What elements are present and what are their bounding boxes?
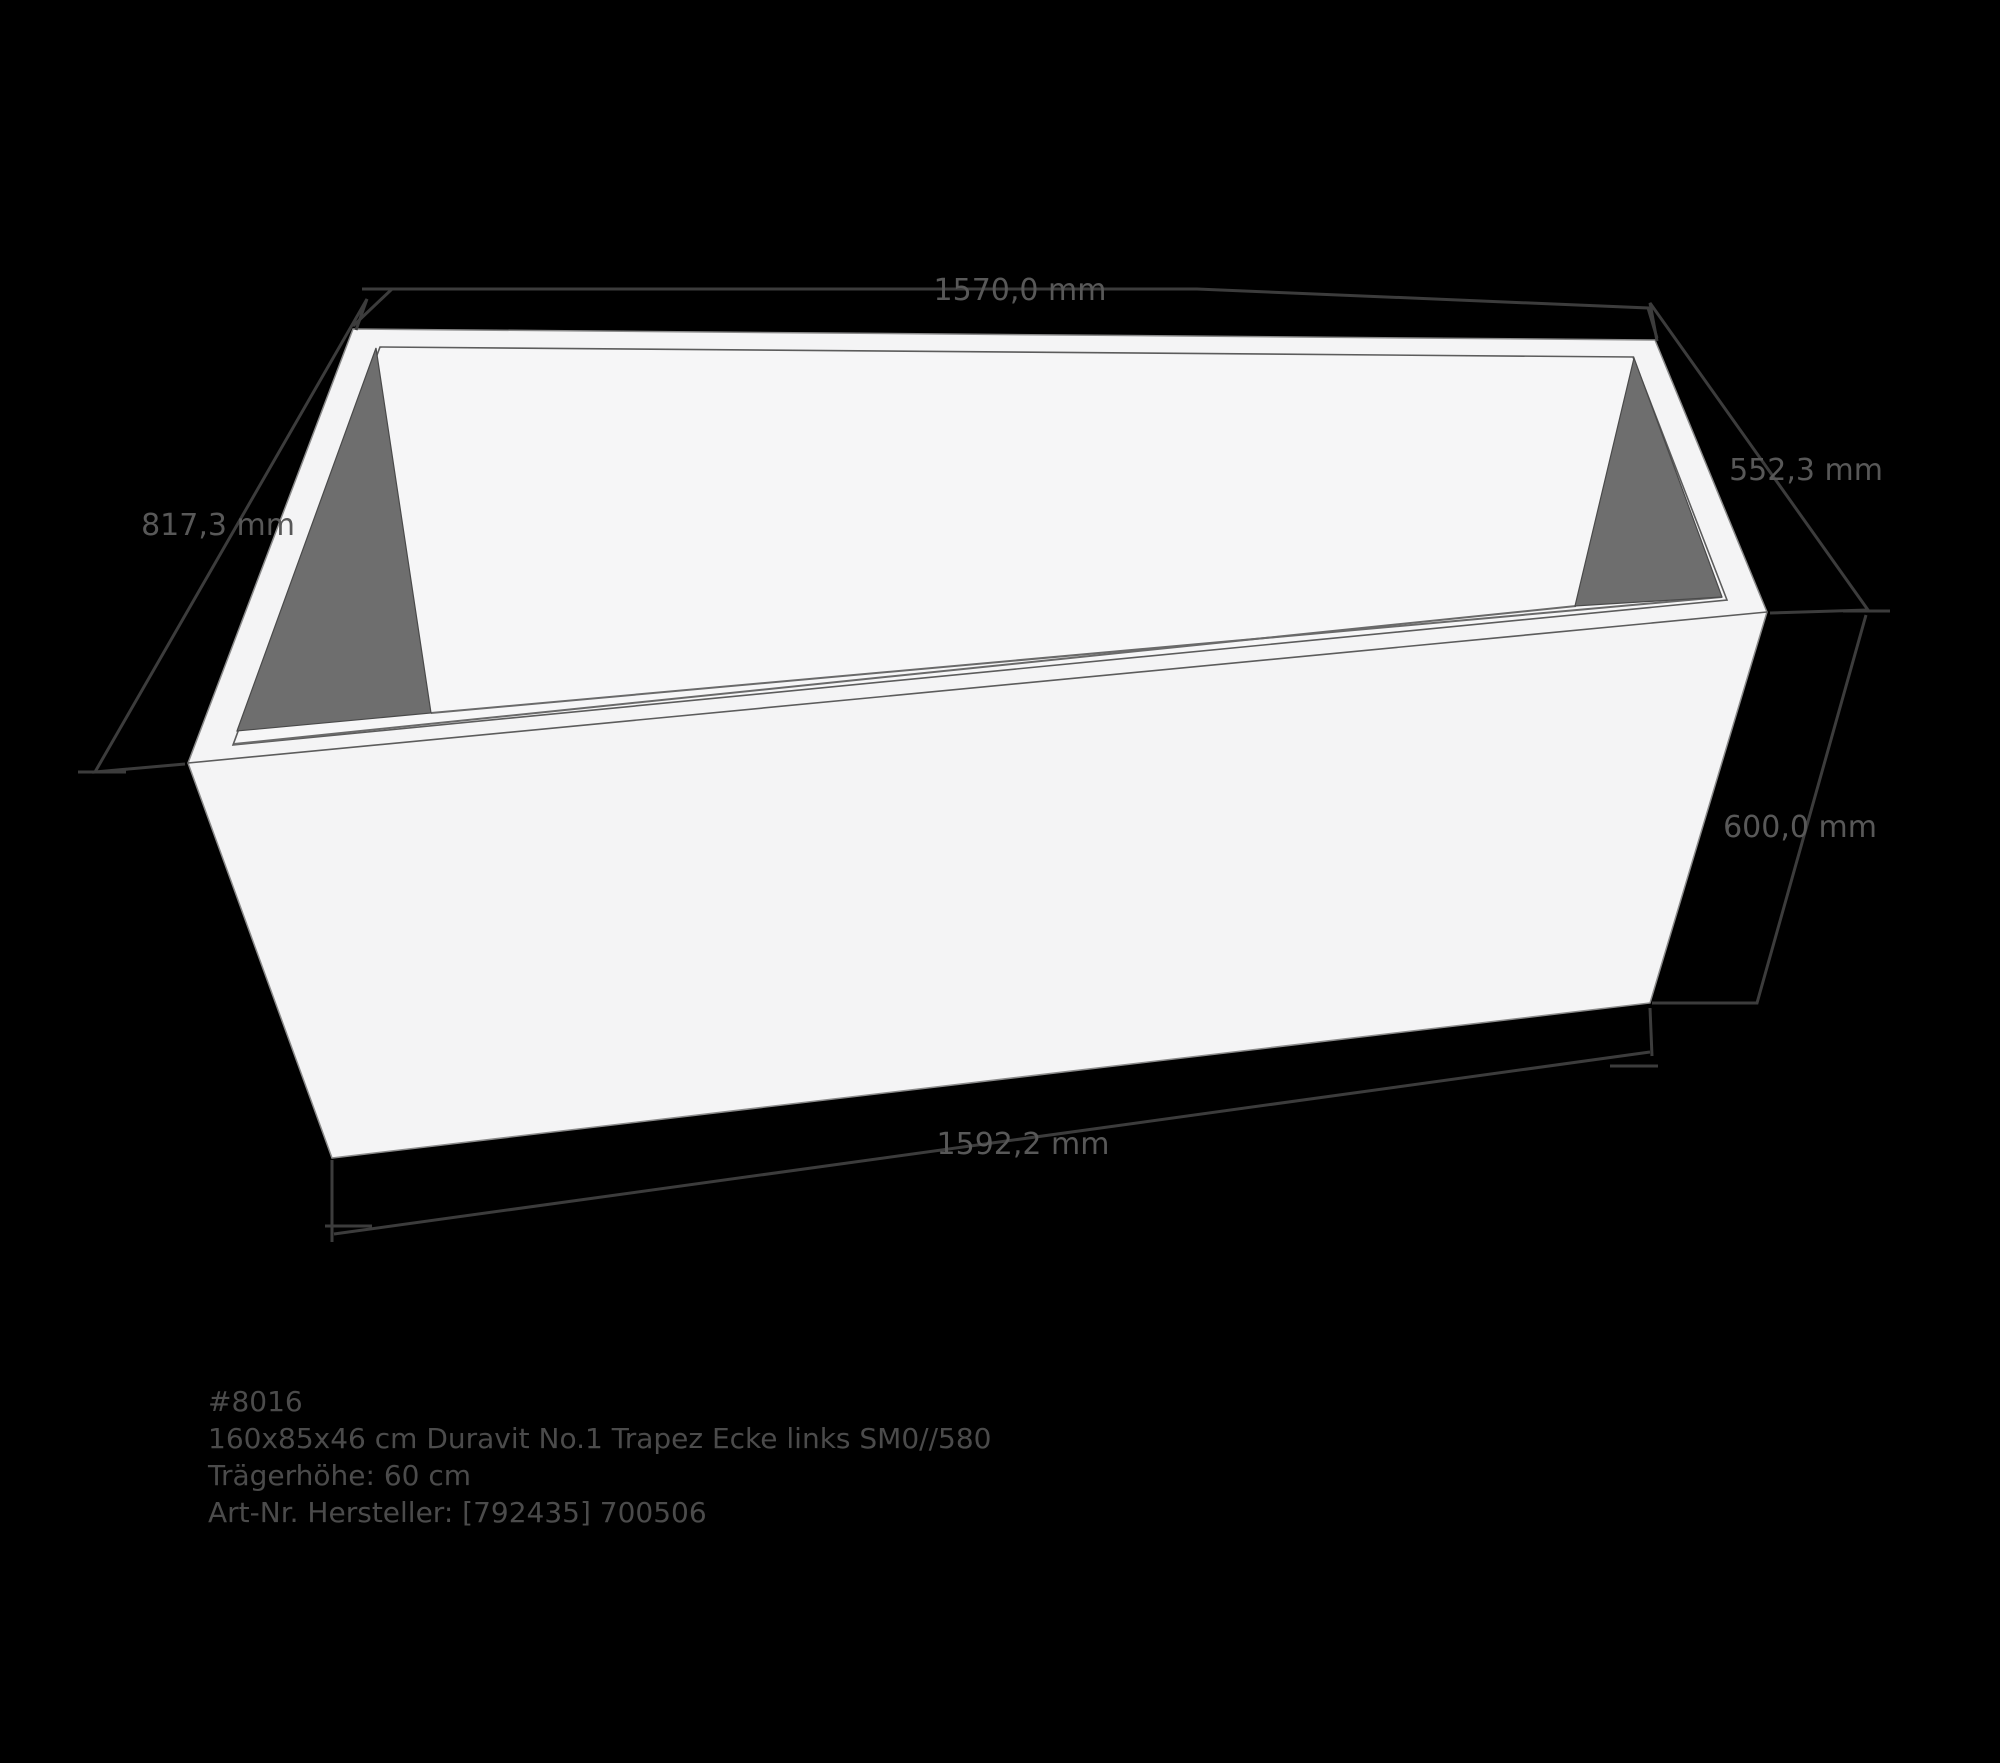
dim-label-left: 817,3 mm bbox=[141, 508, 295, 543]
dim-label-bottom: 1592,2 mm bbox=[936, 1127, 1110, 1162]
product-info-block bbox=[208, 1383, 991, 1531]
product-carrier-height: Trägerhöhe: 60 cm bbox=[208, 1459, 472, 1492]
product-id: #8016 bbox=[208, 1385, 303, 1418]
dim-label-right-bottom: 600,0 mm bbox=[1723, 810, 1877, 845]
product-article-number: Art-Nr. Hersteller: [792435] 700506 bbox=[208, 1496, 707, 1529]
product-description: 160x85x46 cm Duravit No.1 Trapez Ecke links SM0//580 bbox=[208, 1422, 992, 1455]
dim-label-right-top: 552,3 mm bbox=[1729, 453, 1883, 488]
box-3d bbox=[188, 329, 1767, 1158]
dim-label-top: 1570,0 mm bbox=[933, 273, 1107, 308]
dim-ext-bottom-right bbox=[1650, 1008, 1652, 1056]
